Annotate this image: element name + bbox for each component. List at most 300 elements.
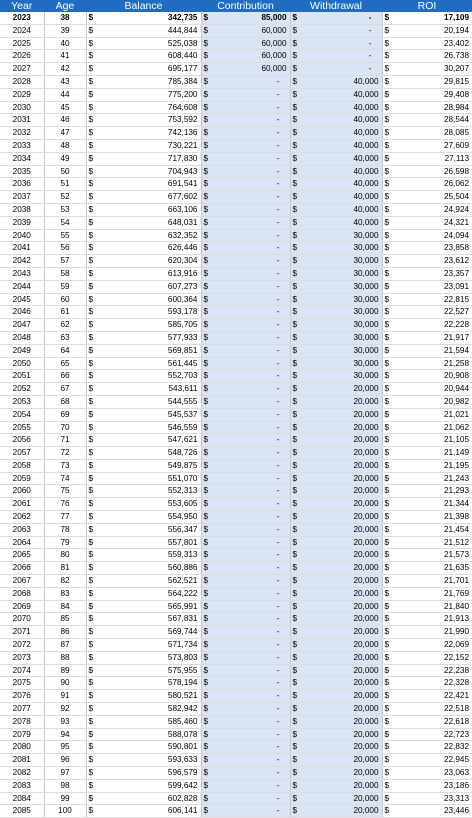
cell-age[interactable]: 64 — [44, 344, 86, 357]
cell-age[interactable]: 97 — [44, 767, 86, 780]
cell-age[interactable]: 85 — [44, 613, 86, 626]
cell-withdrawal[interactable] — [290, 562, 382, 575]
cell-balance[interactable] — [86, 575, 201, 588]
cell-withdrawal[interactable] — [290, 613, 382, 626]
cell-balance[interactable] — [86, 370, 201, 383]
cell-contribution[interactable] — [201, 613, 290, 626]
cell-withdrawal[interactable] — [290, 178, 382, 191]
cell-contribution[interactable] — [201, 114, 290, 127]
cell-roi[interactable] — [382, 664, 472, 677]
cell-age[interactable]: 99 — [44, 792, 86, 805]
cell-age[interactable]: 74 — [44, 472, 86, 485]
cell-roi[interactable] — [382, 600, 472, 613]
cell-age[interactable]: 98 — [44, 779, 86, 792]
cell-withdrawal[interactable] — [290, 127, 382, 140]
cell-year[interactable]: 2060 — [0, 485, 44, 498]
cell-roi[interactable] — [382, 37, 472, 50]
cell-year[interactable]: 2064 — [0, 536, 44, 549]
cell-roi[interactable] — [382, 562, 472, 575]
cell-age[interactable]: 46 — [44, 114, 86, 127]
cell-age[interactable]: 73 — [44, 459, 86, 472]
cell-balance[interactable] — [86, 319, 201, 332]
cell-withdrawal[interactable] — [290, 331, 382, 344]
cell-withdrawal[interactable] — [290, 472, 382, 485]
cell-withdrawal[interactable] — [290, 408, 382, 421]
cell-contribution[interactable] — [201, 498, 290, 511]
cell-year[interactable]: 2025 — [0, 37, 44, 50]
cell-withdrawal[interactable] — [290, 447, 382, 460]
cell-withdrawal[interactable] — [290, 12, 382, 24]
cell-roi[interactable] — [382, 293, 472, 306]
cell-year[interactable]: 2059 — [0, 472, 44, 485]
cell-withdrawal[interactable] — [290, 498, 382, 511]
cell-roi[interactable] — [382, 319, 472, 332]
cell-contribution[interactable] — [201, 306, 290, 319]
cell-contribution[interactable] — [201, 805, 290, 818]
cell-contribution[interactable] — [201, 549, 290, 562]
cell-contribution[interactable] — [201, 216, 290, 229]
cell-contribution[interactable] — [201, 677, 290, 690]
cell-year[interactable]: 2069 — [0, 600, 44, 613]
cell-withdrawal[interactable] — [290, 267, 382, 280]
cell-year[interactable]: 2034 — [0, 152, 44, 165]
cell-year[interactable]: 2072 — [0, 639, 44, 652]
cell-year[interactable]: 2043 — [0, 267, 44, 280]
cell-age[interactable]: 86 — [44, 626, 86, 639]
cell-roi[interactable] — [382, 767, 472, 780]
cell-withdrawal[interactable] — [290, 293, 382, 306]
cell-balance[interactable] — [86, 613, 201, 626]
cell-roi[interactable] — [382, 715, 472, 728]
cell-contribution[interactable] — [201, 792, 290, 805]
cell-age[interactable]: 80 — [44, 549, 86, 562]
cell-withdrawal[interactable] — [290, 165, 382, 178]
cell-age[interactable]: 100 — [44, 805, 86, 818]
cell-year[interactable]: 2056 — [0, 434, 44, 447]
cell-withdrawal[interactable] — [290, 587, 382, 600]
cell-age[interactable]: 75 — [44, 485, 86, 498]
cell-withdrawal[interactable] — [290, 139, 382, 152]
cell-withdrawal[interactable] — [290, 459, 382, 472]
cell-withdrawal[interactable] — [290, 651, 382, 664]
cell-roi[interactable] — [382, 677, 472, 690]
cell-contribution[interactable] — [201, 434, 290, 447]
cell-withdrawal[interactable] — [290, 306, 382, 319]
cell-balance[interactable] — [86, 280, 201, 293]
cell-roi[interactable] — [382, 792, 472, 805]
cell-balance[interactable] — [86, 37, 201, 50]
cell-year[interactable]: 2084 — [0, 792, 44, 805]
cell-roi[interactable] — [382, 357, 472, 370]
cell-withdrawal[interactable] — [290, 767, 382, 780]
cell-contribution[interactable] — [201, 127, 290, 140]
cell-contribution[interactable] — [201, 728, 290, 741]
cell-withdrawal[interactable] — [290, 549, 382, 562]
cell-balance[interactable] — [86, 562, 201, 575]
cell-contribution[interactable] — [201, 664, 290, 677]
cell-roi[interactable] — [382, 383, 472, 396]
cell-year[interactable]: 2074 — [0, 664, 44, 677]
cell-contribution[interactable] — [201, 741, 290, 754]
cell-year[interactable]: 2068 — [0, 587, 44, 600]
cell-year[interactable]: 2039 — [0, 216, 44, 229]
cell-contribution[interactable] — [201, 754, 290, 767]
cell-balance[interactable] — [86, 24, 201, 37]
cell-contribution[interactable] — [201, 370, 290, 383]
cell-roi[interactable] — [382, 587, 472, 600]
cell-roi[interactable] — [382, 626, 472, 639]
cell-roi[interactable] — [382, 229, 472, 242]
cell-balance[interactable] — [86, 216, 201, 229]
cell-roi[interactable] — [382, 255, 472, 268]
cell-roi[interactable] — [382, 344, 472, 357]
cell-year[interactable]: 2061 — [0, 498, 44, 511]
cell-withdrawal[interactable] — [290, 344, 382, 357]
cell-withdrawal[interactable] — [290, 779, 382, 792]
cell-contribution[interactable] — [201, 395, 290, 408]
cell-age[interactable]: 61 — [44, 306, 86, 319]
cell-age[interactable]: 49 — [44, 152, 86, 165]
cell-contribution[interactable] — [201, 152, 290, 165]
cell-withdrawal[interactable] — [290, 536, 382, 549]
cell-year[interactable]: 2024 — [0, 24, 44, 37]
cell-year[interactable]: 2029 — [0, 88, 44, 101]
cell-contribution[interactable] — [201, 600, 290, 613]
cell-balance[interactable] — [86, 447, 201, 460]
cell-balance[interactable] — [86, 178, 201, 191]
cell-roi[interactable] — [382, 178, 472, 191]
cell-age[interactable]: 71 — [44, 434, 86, 447]
cell-year[interactable]: 2053 — [0, 395, 44, 408]
cell-roi[interactable] — [382, 331, 472, 344]
header-year[interactable]: Year — [0, 0, 44, 12]
cell-balance[interactable] — [86, 677, 201, 690]
cell-balance[interactable] — [86, 703, 201, 716]
cell-age[interactable]: 62 — [44, 319, 86, 332]
cell-roi[interactable] — [382, 575, 472, 588]
cell-year[interactable]: 2079 — [0, 728, 44, 741]
cell-age[interactable]: 53 — [44, 203, 86, 216]
cell-year[interactable]: 2030 — [0, 101, 44, 114]
cell-age[interactable]: 51 — [44, 178, 86, 191]
cell-year[interactable]: 2037 — [0, 191, 44, 204]
cell-age[interactable]: 69 — [44, 408, 86, 421]
cell-roi[interactable] — [382, 498, 472, 511]
cell-year[interactable]: 2046 — [0, 306, 44, 319]
cell-balance[interactable] — [86, 434, 201, 447]
cell-balance[interactable] — [86, 139, 201, 152]
cell-roi[interactable] — [382, 101, 472, 114]
cell-roi[interactable] — [382, 50, 472, 63]
cell-roi[interactable] — [382, 459, 472, 472]
cell-withdrawal[interactable] — [290, 370, 382, 383]
cell-withdrawal[interactable] — [290, 242, 382, 255]
cell-balance[interactable] — [86, 408, 201, 421]
cell-contribution[interactable] — [201, 459, 290, 472]
cell-year[interactable]: 2070 — [0, 613, 44, 626]
cell-year[interactable]: 2042 — [0, 255, 44, 268]
cell-contribution[interactable] — [201, 485, 290, 498]
cell-roi[interactable] — [382, 88, 472, 101]
cell-contribution[interactable] — [201, 203, 290, 216]
cell-year[interactable]: 2049 — [0, 344, 44, 357]
cell-contribution[interactable] — [201, 331, 290, 344]
cell-withdrawal[interactable] — [290, 101, 382, 114]
cell-balance[interactable] — [86, 75, 201, 88]
cell-age[interactable]: 92 — [44, 703, 86, 716]
cell-age[interactable]: 54 — [44, 216, 86, 229]
cell-age[interactable]: 50 — [44, 165, 86, 178]
cell-age[interactable]: 84 — [44, 600, 86, 613]
cell-balance[interactable] — [86, 331, 201, 344]
cell-roi[interactable] — [382, 472, 472, 485]
cell-year[interactable]: 2075 — [0, 677, 44, 690]
cell-age[interactable]: 58 — [44, 267, 86, 280]
cell-withdrawal[interactable] — [290, 255, 382, 268]
cell-year[interactable]: 2073 — [0, 651, 44, 664]
cell-roi[interactable] — [382, 754, 472, 767]
cell-age[interactable]: 72 — [44, 447, 86, 460]
cell-withdrawal[interactable] — [290, 664, 382, 677]
cell-year[interactable]: 2062 — [0, 511, 44, 524]
cell-contribution[interactable] — [201, 88, 290, 101]
cell-balance[interactable] — [86, 101, 201, 114]
cell-withdrawal[interactable] — [290, 50, 382, 63]
cell-roi[interactable] — [382, 216, 472, 229]
cell-contribution[interactable] — [201, 690, 290, 703]
cell-withdrawal[interactable] — [290, 229, 382, 242]
cell-year[interactable]: 2054 — [0, 408, 44, 421]
cell-contribution[interactable] — [201, 255, 290, 268]
cell-withdrawal[interactable] — [290, 703, 382, 716]
cell-roi[interactable] — [382, 12, 472, 24]
cell-year[interactable]: 2044 — [0, 280, 44, 293]
cell-year[interactable]: 2050 — [0, 357, 44, 370]
cell-year[interactable]: 2038 — [0, 203, 44, 216]
cell-age[interactable]: 82 — [44, 575, 86, 588]
cell-withdrawal[interactable] — [290, 24, 382, 37]
cell-contribution[interactable] — [201, 511, 290, 524]
cell-roi[interactable] — [382, 690, 472, 703]
cell-year[interactable]: 2080 — [0, 741, 44, 754]
cell-age[interactable]: 44 — [44, 88, 86, 101]
cell-age[interactable]: 39 — [44, 24, 86, 37]
cell-balance[interactable] — [86, 191, 201, 204]
cell-year[interactable]: 2055 — [0, 421, 44, 434]
cell-balance[interactable] — [86, 626, 201, 639]
cell-roi[interactable] — [382, 434, 472, 447]
cell-withdrawal[interactable] — [290, 357, 382, 370]
cell-age[interactable]: 56 — [44, 242, 86, 255]
cell-roi[interactable] — [382, 728, 472, 741]
cell-roi[interactable] — [382, 75, 472, 88]
cell-roi[interactable] — [382, 447, 472, 460]
cell-balance[interactable] — [86, 88, 201, 101]
cell-balance[interactable] — [86, 293, 201, 306]
cell-balance[interactable] — [86, 344, 201, 357]
cell-year[interactable]: 2058 — [0, 459, 44, 472]
cell-balance[interactable] — [86, 472, 201, 485]
cell-withdrawal[interactable] — [290, 741, 382, 754]
cell-roi[interactable] — [382, 805, 472, 818]
cell-year[interactable]: 2071 — [0, 626, 44, 639]
header-balance[interactable]: Balance — [86, 0, 201, 12]
cell-withdrawal[interactable] — [290, 319, 382, 332]
cell-balance[interactable] — [86, 690, 201, 703]
cell-balance[interactable] — [86, 792, 201, 805]
cell-withdrawal[interactable] — [290, 523, 382, 536]
cell-balance[interactable] — [86, 63, 201, 76]
cell-year[interactable]: 2081 — [0, 754, 44, 767]
cell-balance[interactable] — [86, 651, 201, 664]
cell-age[interactable]: 90 — [44, 677, 86, 690]
cell-year[interactable]: 2045 — [0, 293, 44, 306]
cell-roi[interactable] — [382, 703, 472, 716]
cell-year[interactable]: 2027 — [0, 63, 44, 76]
cell-year[interactable]: 2023 — [0, 12, 44, 24]
cell-withdrawal[interactable] — [290, 792, 382, 805]
cell-age[interactable]: 68 — [44, 395, 86, 408]
cell-age[interactable]: 63 — [44, 331, 86, 344]
cell-year[interactable]: 2085 — [0, 805, 44, 818]
cell-contribution[interactable] — [201, 447, 290, 460]
cell-roi[interactable] — [382, 127, 472, 140]
cell-contribution[interactable] — [201, 50, 290, 63]
cell-year[interactable]: 2032 — [0, 127, 44, 140]
cell-balance[interactable] — [86, 715, 201, 728]
cell-withdrawal[interactable] — [290, 575, 382, 588]
cell-roi[interactable] — [382, 306, 472, 319]
cell-age[interactable]: 70 — [44, 421, 86, 434]
cell-age[interactable]: 79 — [44, 536, 86, 549]
cell-withdrawal[interactable] — [290, 75, 382, 88]
cell-contribution[interactable] — [201, 12, 290, 24]
cell-balance[interactable] — [86, 267, 201, 280]
cell-balance[interactable] — [86, 485, 201, 498]
cell-age[interactable]: 89 — [44, 664, 86, 677]
cell-roi[interactable] — [382, 741, 472, 754]
cell-age[interactable]: 38 — [44, 12, 86, 24]
cell-withdrawal[interactable] — [290, 626, 382, 639]
cell-balance[interactable] — [86, 12, 201, 24]
cell-balance[interactable] — [86, 383, 201, 396]
cell-age[interactable]: 59 — [44, 280, 86, 293]
cell-contribution[interactable] — [201, 357, 290, 370]
cell-contribution[interactable] — [201, 178, 290, 191]
cell-balance[interactable] — [86, 767, 201, 780]
cell-roi[interactable] — [382, 485, 472, 498]
cell-year[interactable]: 2083 — [0, 779, 44, 792]
cell-age[interactable]: 95 — [44, 741, 86, 754]
cell-withdrawal[interactable] — [290, 728, 382, 741]
cell-roi[interactable] — [382, 639, 472, 652]
cell-balance[interactable] — [86, 255, 201, 268]
cell-roi[interactable] — [382, 203, 472, 216]
cell-withdrawal[interactable] — [290, 395, 382, 408]
cell-year[interactable]: 2067 — [0, 575, 44, 588]
cell-age[interactable]: 66 — [44, 370, 86, 383]
cell-balance[interactable] — [86, 152, 201, 165]
cell-year[interactable]: 2035 — [0, 165, 44, 178]
cell-roi[interactable] — [382, 267, 472, 280]
cell-year[interactable]: 2033 — [0, 139, 44, 152]
cell-contribution[interactable] — [201, 63, 290, 76]
cell-balance[interactable] — [86, 50, 201, 63]
cell-balance[interactable] — [86, 600, 201, 613]
cell-withdrawal[interactable] — [290, 600, 382, 613]
cell-roi[interactable] — [382, 779, 472, 792]
cell-withdrawal[interactable] — [290, 421, 382, 434]
cell-age[interactable]: 96 — [44, 754, 86, 767]
cell-age[interactable]: 88 — [44, 651, 86, 664]
cell-withdrawal[interactable] — [290, 114, 382, 127]
cell-roi[interactable] — [382, 191, 472, 204]
cell-year[interactable]: 2076 — [0, 690, 44, 703]
cell-year[interactable]: 2078 — [0, 715, 44, 728]
cell-age[interactable]: 78 — [44, 523, 86, 536]
cell-age[interactable]: 87 — [44, 639, 86, 652]
cell-balance[interactable] — [86, 536, 201, 549]
cell-balance[interactable] — [86, 523, 201, 536]
cell-roi[interactable] — [382, 139, 472, 152]
cell-age[interactable]: 81 — [44, 562, 86, 575]
cell-roi[interactable] — [382, 152, 472, 165]
cell-withdrawal[interactable] — [290, 63, 382, 76]
cell-roi[interactable] — [382, 523, 472, 536]
cell-year[interactable]: 2040 — [0, 229, 44, 242]
cell-age[interactable]: 42 — [44, 63, 86, 76]
cell-year[interactable]: 2063 — [0, 523, 44, 536]
cell-age[interactable]: 55 — [44, 229, 86, 242]
cell-contribution[interactable] — [201, 562, 290, 575]
cell-balance[interactable] — [86, 421, 201, 434]
cell-withdrawal[interactable] — [290, 280, 382, 293]
cell-year[interactable]: 2031 — [0, 114, 44, 127]
cell-contribution[interactable] — [201, 242, 290, 255]
cell-withdrawal[interactable] — [290, 88, 382, 101]
cell-age[interactable]: 76 — [44, 498, 86, 511]
cell-roi[interactable] — [382, 549, 472, 562]
cell-balance[interactable] — [86, 127, 201, 140]
cell-year[interactable]: 2028 — [0, 75, 44, 88]
header-roi[interactable]: ROI — [382, 0, 472, 12]
cell-contribution[interactable] — [201, 408, 290, 421]
cell-age[interactable]: 52 — [44, 191, 86, 204]
cell-contribution[interactable] — [201, 703, 290, 716]
cell-year[interactable]: 2077 — [0, 703, 44, 716]
cell-balance[interactable] — [86, 242, 201, 255]
cell-contribution[interactable] — [201, 165, 290, 178]
cell-year[interactable]: 2026 — [0, 50, 44, 63]
cell-roi[interactable] — [382, 370, 472, 383]
cell-withdrawal[interactable] — [290, 383, 382, 396]
cell-roi[interactable] — [382, 511, 472, 524]
cell-age[interactable]: 65 — [44, 357, 86, 370]
cell-withdrawal[interactable] — [290, 805, 382, 818]
cell-year[interactable]: 2057 — [0, 447, 44, 460]
cell-year[interactable]: 2066 — [0, 562, 44, 575]
cell-roi[interactable] — [382, 114, 472, 127]
cell-balance[interactable] — [86, 165, 201, 178]
cell-contribution[interactable] — [201, 575, 290, 588]
cell-balance[interactable] — [86, 114, 201, 127]
cell-balance[interactable] — [86, 549, 201, 562]
cell-contribution[interactable] — [201, 229, 290, 242]
cell-contribution[interactable] — [201, 626, 290, 639]
cell-balance[interactable] — [86, 728, 201, 741]
cell-withdrawal[interactable] — [290, 152, 382, 165]
cell-contribution[interactable] — [201, 587, 290, 600]
